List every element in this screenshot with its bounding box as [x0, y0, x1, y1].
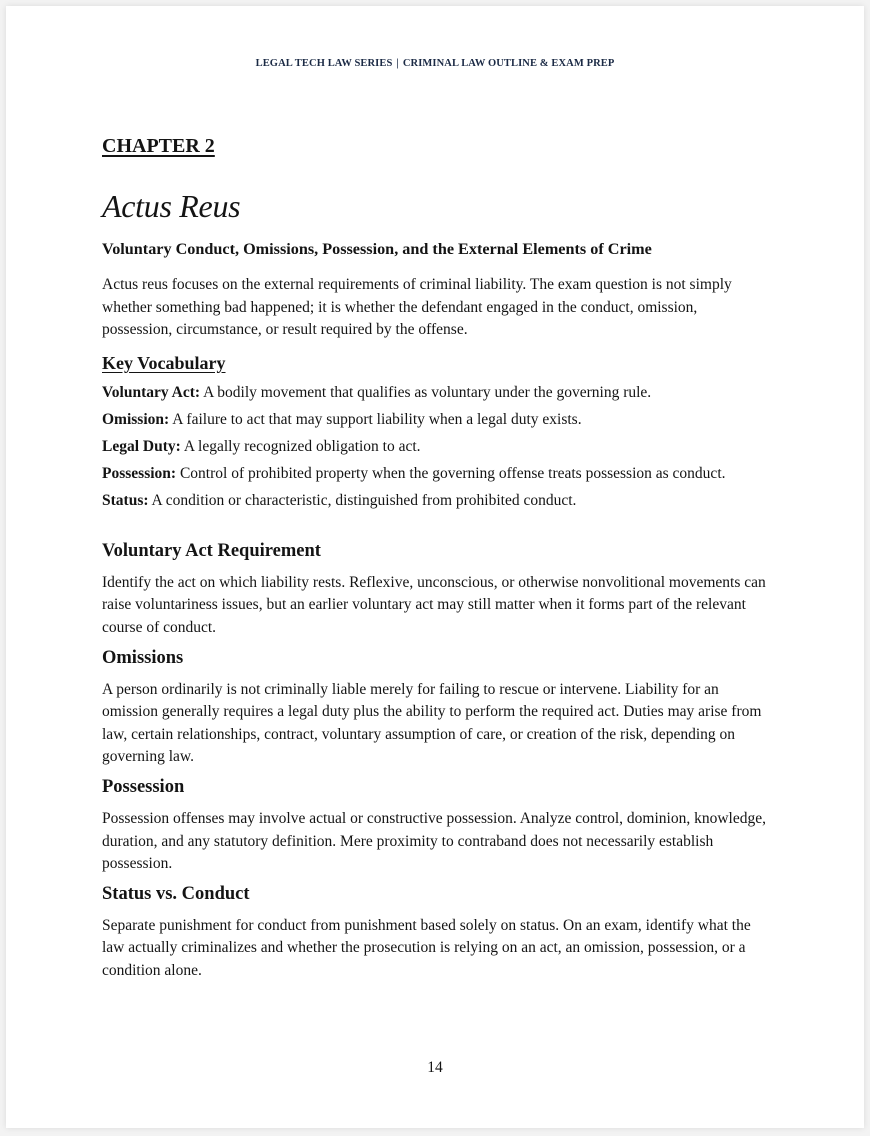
document-page [6, 6, 864, 1128]
vocabulary-item [102, 463, 766, 486]
vocabulary-item [102, 409, 766, 432]
vocabulary-term: Possession: [102, 465, 177, 483]
vocabulary-list [102, 382, 766, 513]
vocabulary-definition: Control of prohibited property when the governing offense treats possession as conduct. [179, 465, 726, 483]
vocabulary-heading: Key Vocabulary [102, 352, 226, 373]
running-header [6, 58, 864, 69]
header-subtitle: CRIMINAL LAW OUTLINE & EXAM PREP [402, 58, 615, 69]
section-body-possession: Possession offenses may involve actual or constructive possession. Analyze control, dominion, knowledge, duration, and any statutory definition. Mere proximity to contraband does not necessarily establish possession. [102, 809, 766, 873]
vocabulary-definition: A condition or characteristic, distinguished from prohibited conduct. [151, 492, 577, 510]
chapter-title: Actus Reus [102, 188, 241, 224]
section-heading-voluntary-act: Voluntary Act Requirement [102, 540, 321, 561]
header-separator: | [396, 58, 399, 69]
section-heading-possession: Possession [102, 776, 185, 797]
vocabulary-term: Omission: [102, 410, 170, 428]
section-body-status-vs-conduct: Separate punishment for conduct from punishment based solely on status. On an exam, identify what the law actually criminalizes and whether the prosecution is relying on an act, an omission, possession, or a condition alone. [102, 916, 751, 979]
section-body-voluntary-act: Identify the act on which liability rests. Reflexive, unconscious, or otherwise nonvolitional movements can raise voluntariness issues, but an earlier voluntary act may still matter when it forms part of the relevant course of conduct. [102, 573, 766, 636]
vocabulary-term: Legal Duty: [102, 437, 181, 455]
section-body-omissions: A person ordinarily is not criminally liable merely for failing to rescue or intervene. Liability for an omission generally requires a legal duty plus the ability to perform the required act. Duties may arise from law, certain relationships, contract, voluntary assumption of care, or creation of the risk, depending on governing law. [102, 680, 762, 766]
vocabulary-term: Status: [102, 492, 149, 510]
vocabulary-item [102, 382, 766, 405]
vocabulary-item [102, 436, 766, 459]
vocabulary-definition: A failure to act that may support liability when a legal duty exists. [172, 410, 582, 428]
vocabulary-definition: A legally recognized obligation to act. [183, 437, 421, 455]
vocabulary-term: Voluntary Act: [102, 383, 201, 401]
section-heading-omissions: Omissions [102, 647, 184, 668]
page-content [102, 134, 766, 982]
header-series: LEGAL TECH LAW SERIES [255, 58, 393, 69]
page-number: 14 [427, 1059, 443, 1076]
intro-paragraph: Actus reus focuses on the external requirements of criminal liability. The exam question is not simply whether something bad happened; it is whether the defendant engaged in the conduct, omission, possession, circumstance, or result required by the offense. [102, 276, 732, 339]
section-heading-status-vs-conduct: Status vs. Conduct [102, 883, 250, 904]
vocabulary-item [102, 490, 766, 513]
chapter-label: CHAPTER 2 [102, 135, 215, 157]
chapter-subtitle: Voluntary Conduct, Omissions, Possession, and the External Elements of Crime [102, 240, 652, 258]
vocabulary-definition: A bodily movement that qualifies as voluntary under the governing rule. [203, 383, 652, 401]
